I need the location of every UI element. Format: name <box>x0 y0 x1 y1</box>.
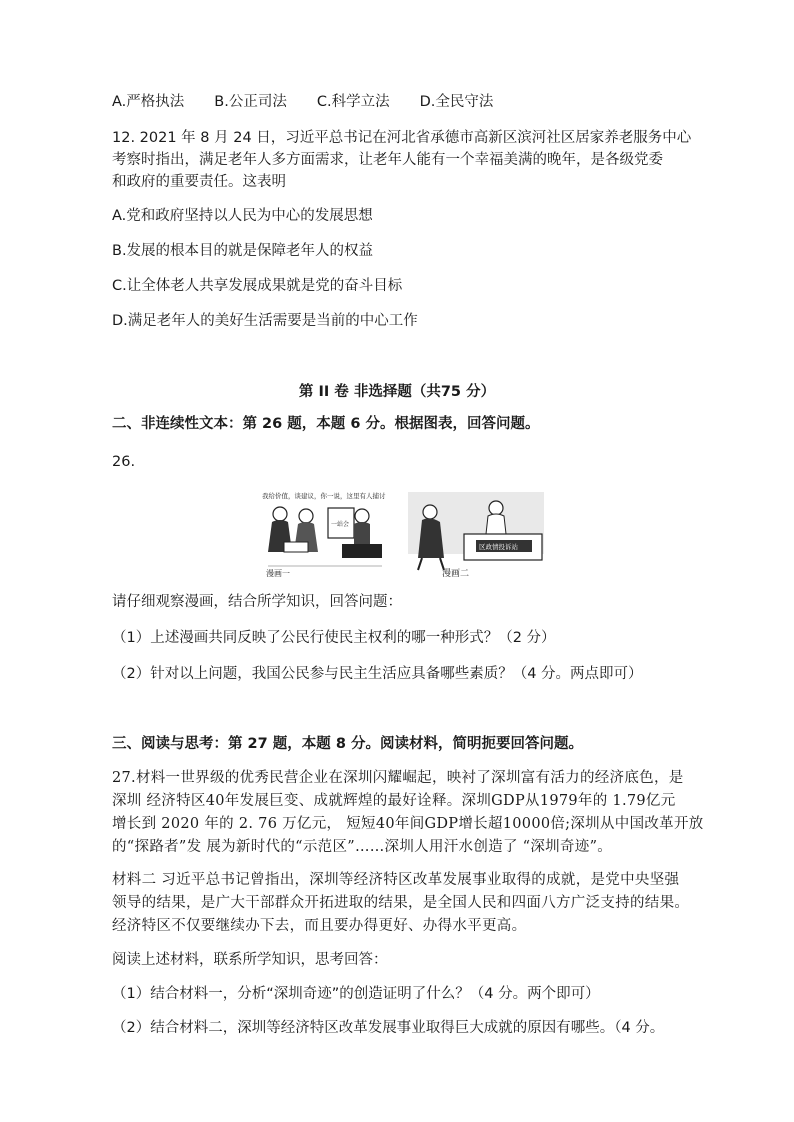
q27-material1-line-4: 的“探路者”发 展为新时代的“示范区”……深圳人用汗水创造了 “深圳奇迹”。 <box>112 839 613 855</box>
q26-cartoon-image <box>258 486 548 578</box>
cartoon-one <box>262 491 386 578</box>
cartoon-two <box>408 492 544 578</box>
q11-option-c: C.科学立法 <box>316 94 390 110</box>
q27-material1-line-3: 增长到 2020 年的 2. 76 万亿元， 短短40年间GDP增长超10000倍;深圳从中国改革开放 <box>112 816 704 832</box>
section3-heading: 三、阅读与思考：第 27 题，本题 8 分。阅读材料，简明扼要回答问题。 <box>112 736 583 752</box>
cartoon2-sign: 区政情投诉站 <box>479 543 518 551</box>
cartoon1-board: 一站会 <box>331 521 350 528</box>
q27-material1-line-1: 27.材料一世界级的优秀民营企业在深圳闪耀崛起，映衬了深圳富有活力的经济底色，是 <box>112 770 684 786</box>
cartoon1-caption: 漫画一 <box>266 569 290 578</box>
q12-option-b: B.发展的根本目的就是保障老年人的权益 <box>112 243 374 259</box>
q27-sub2: （2）结合材料二，深圳等经济特区改革发展事业取得巨大成就的原因有哪些。（4 分。 <box>112 1020 665 1036</box>
q26-sub1: （1）上述漫画共同反映了公民行使民主权利的哪一种形式？（2 分） <box>112 630 556 646</box>
q12-option-a: A.党和政府坚持以人民为中心的发展思想 <box>112 208 373 224</box>
q12-option-c: C.让全体老人共享发展成果就是党的奋斗目标 <box>112 278 403 294</box>
section2-heading: 二、非连续性文本：第 26 题，本题 6 分。根据图表，回答问题。 <box>112 416 540 432</box>
q27-material2-line-2: 领导的结果，是广大干部群众开拓进取的结果，是全国人民和四面八方广泛支持的结果。 <box>112 895 690 911</box>
q11-option-a: A.严格执法 <box>112 94 185 110</box>
q11-option-d: D.全民守法 <box>419 94 494 110</box>
part2-title: 第 II 卷 非选择题（共75 分） <box>298 384 496 400</box>
q12-stem-line-3: 和政府的重要责任。这表明 <box>112 174 286 190</box>
q11-options <box>112 92 523 112</box>
q26-prompt: 请仔细观察漫画，结合所学知识，回答问题： <box>112 594 402 610</box>
q26-number: 26. <box>112 454 136 470</box>
q27-material2-line-1: 材料二 习近平总书记曾指出，深圳等经济特区改革发展事业取得的成就，是党中央坚强 <box>112 872 680 888</box>
q27-material1-line-2: 深圳 经济特区40年发展巨变、成就辉煌的最好诠释。深圳GDP从1979年的 1.79亿元 <box>112 793 676 809</box>
cartoon1-bubble: 我给价值，谈建议，你一说，这里有人捕讨 <box>262 492 386 500</box>
q27-material2-line-3: 经济特区不仅要继续办下去，而且要办得更好、办得水平更高。 <box>112 918 527 934</box>
cartoon2-caption: 漫画二 <box>442 569 470 578</box>
q12-stem-line-2: 考察时指出，满足老年人多方面需求，让老年人能有一个幸福美满的晚年，是各级党委 <box>112 152 663 168</box>
q27-sub1: （1）结合材料一，分析“深圳奇迹”的创造证明了什么？（4 分。两个即可） <box>112 986 600 1002</box>
q26-sub2: （2）针对以上问题，我国公民参与民主生活应具备哪些素质？（4 分。两点即可） <box>112 666 643 682</box>
q12-stem-line-1: 12. 2021 年 8 月 24 日，习近平总书记在河北省承德市高新区滨河社区居家养老服务中心 <box>112 130 692 146</box>
q11-option-b: B.公正司法 <box>214 94 287 110</box>
q27-prompt: 阅读上述材料，联系所学知识，思考回答： <box>112 952 388 968</box>
q12-option-d: D.满足老年人的美好生活需要是当前的中心工作 <box>112 313 418 329</box>
